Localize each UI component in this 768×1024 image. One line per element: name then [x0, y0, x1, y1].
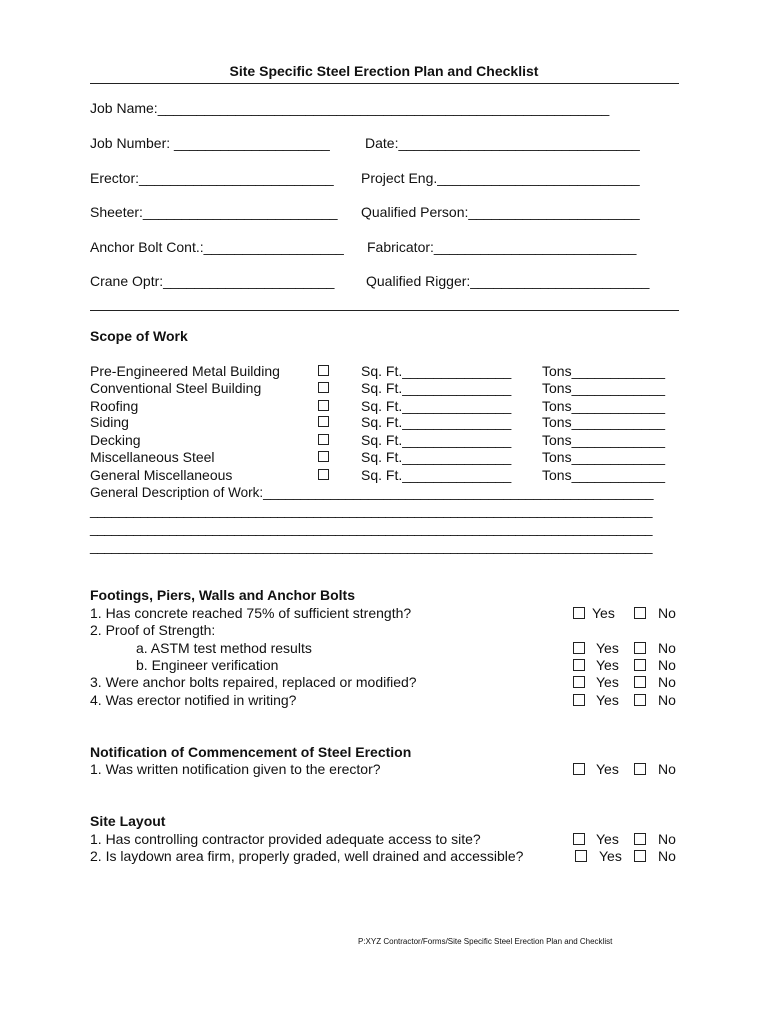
no-checkbox[interactable] — [634, 763, 646, 775]
yes-checkbox[interactable] — [573, 763, 585, 775]
notification-heading: Notification of Commencement of Steel Erection — [90, 744, 412, 760]
site-layout-q2: 2. Is laydown area firm, properly graded, well drained and accessible? — [90, 848, 524, 864]
fabricator-field[interactable]: Fabricator:__________________________ — [367, 239, 637, 255]
scope-heading: Scope of Work — [90, 328, 188, 344]
description-line[interactable]: ______________________________________________________________________________ — [90, 521, 653, 536]
crane-optr-field[interactable]: Crane Optr:______________________ — [90, 273, 335, 289]
header-rule — [90, 310, 679, 311]
scope-checkbox[interactable] — [318, 382, 329, 393]
no-checkbox[interactable] — [634, 607, 646, 619]
sqft-field[interactable]: Sq. Ft.______________ — [361, 414, 512, 430]
no-label: No — [658, 761, 676, 777]
scope-item-label: Miscellaneous Steel — [90, 449, 215, 465]
scope-checkbox[interactable] — [318, 416, 329, 427]
no-label: No — [658, 848, 676, 864]
yes-label: Yes — [596, 692, 619, 708]
yes-label: Yes — [596, 831, 619, 847]
scope-checkbox[interactable] — [318, 451, 329, 462]
tons-field[interactable]: Tons____________ — [542, 398, 666, 414]
site-layout-q1: 1. Has controlling contractor provided adequate access to site? — [90, 831, 481, 847]
no-label: No — [658, 692, 676, 708]
scope-item-label: Roofing — [90, 398, 139, 414]
footings-q4: 4. Was erector notified in writing? — [90, 692, 297, 708]
no-checkbox[interactable] — [634, 833, 646, 845]
no-label: No — [658, 605, 676, 621]
erector-field[interactable]: Erector:_________________________ — [90, 170, 334, 186]
no-checkbox[interactable] — [634, 694, 646, 706]
page-title: Site Specific Steel Erection Plan and Checklist — [229, 63, 539, 79]
description-line[interactable]: ______________________________________________________________________________ — [90, 503, 653, 518]
job-name-field[interactable]: Job Name:__________________________________________________________ — [90, 100, 610, 116]
yes-checkbox[interactable] — [573, 659, 585, 671]
scope-item-label: Conventional Steel Building — [90, 380, 262, 396]
footings-q2b: b. Engineer verification — [136, 657, 279, 673]
yes-label: Yes — [596, 761, 619, 777]
job-number-field[interactable]: Job Number: ____________________ — [90, 135, 330, 151]
sqft-field[interactable]: Sq. Ft.______________ — [361, 380, 512, 396]
tons-field[interactable]: Tons____________ — [542, 467, 666, 483]
no-label: No — [658, 640, 676, 656]
no-label: No — [658, 657, 676, 673]
no-label: No — [658, 831, 676, 847]
description-line[interactable]: ______________________________________________________________________________ — [90, 539, 653, 554]
no-label: No — [658, 674, 676, 690]
scope-checkbox[interactable] — [318, 400, 329, 411]
footings-q2a: a. ASTM test method results — [136, 640, 312, 656]
yes-checkbox[interactable] — [573, 676, 585, 688]
date-field[interactable]: Date:_______________________________ — [365, 135, 640, 151]
yes-checkbox[interactable] — [575, 850, 587, 862]
notification-q1: 1. Was written notification given to the erector? — [90, 761, 381, 777]
yes-label: Yes — [596, 640, 619, 656]
yes-label: Yes — [592, 605, 615, 621]
general-description-field[interactable]: General Description of Work:____________________________________________________ — [90, 485, 654, 500]
tons-field[interactable]: Tons____________ — [542, 363, 666, 379]
scope-item-label: Decking — [90, 432, 141, 448]
tons-field[interactable]: Tons____________ — [542, 380, 666, 396]
scope-checkbox[interactable] — [318, 469, 329, 480]
site-layout-heading: Site Layout — [90, 813, 166, 829]
sqft-field[interactable]: Sq. Ft.______________ — [361, 449, 512, 465]
sqft-field[interactable]: Sq. Ft.______________ — [361, 467, 512, 483]
sqft-field[interactable]: Sq. Ft.______________ — [361, 398, 512, 414]
no-checkbox[interactable] — [634, 850, 646, 862]
sqft-field[interactable]: Sq. Ft.______________ — [361, 363, 512, 379]
scope-checkbox[interactable] — [318, 434, 329, 445]
no-checkbox[interactable] — [634, 642, 646, 654]
footings-q1: 1. Has concrete reached 75% of sufficient strength? — [90, 605, 412, 621]
footings-heading: Footings, Piers, Walls and Anchor Bolts — [90, 587, 355, 603]
tons-field[interactable]: Tons____________ — [542, 414, 666, 430]
scope-checkbox[interactable] — [318, 365, 329, 376]
qualified-person-field[interactable]: Qualified Person:______________________ — [361, 204, 640, 220]
sheeter-field[interactable]: Sheeter:_________________________ — [90, 204, 338, 220]
qualified-rigger-field[interactable]: Qualified Rigger:_______________________ — [366, 273, 650, 289]
project-eng-field[interactable]: Project Eng.__________________________ — [361, 170, 640, 186]
anchor-bolt-field[interactable]: Anchor Bolt Cont.:__________________ — [90, 239, 344, 255]
sqft-field[interactable]: Sq. Ft.______________ — [361, 432, 512, 448]
title-rule — [90, 83, 679, 84]
yes-label: Yes — [596, 657, 619, 673]
footer-path: P:XYZ Contractor/Forms/Site Specific Steel Erection Plan and Checklist — [358, 937, 613, 946]
yes-label: Yes — [596, 674, 619, 690]
tons-field[interactable]: Tons____________ — [542, 449, 666, 465]
yes-checkbox[interactable] — [573, 642, 585, 654]
scope-item-label: Pre-Engineered Metal Building — [90, 363, 280, 379]
scope-item-label: General Miscellaneous — [90, 467, 233, 483]
footings-q2: 2. Proof of Strength: — [90, 622, 216, 638]
scope-item-label: Siding — [90, 414, 129, 430]
no-checkbox[interactable] — [634, 676, 646, 688]
yes-checkbox[interactable] — [573, 694, 585, 706]
yes-checkbox[interactable] — [573, 607, 585, 619]
yes-label: Yes — [599, 848, 622, 864]
tons-field[interactable]: Tons____________ — [542, 432, 666, 448]
no-checkbox[interactable] — [634, 659, 646, 671]
yes-checkbox[interactable] — [573, 833, 585, 845]
footings-q3: 3. Were anchor bolts repaired, replaced or modified? — [90, 674, 417, 690]
